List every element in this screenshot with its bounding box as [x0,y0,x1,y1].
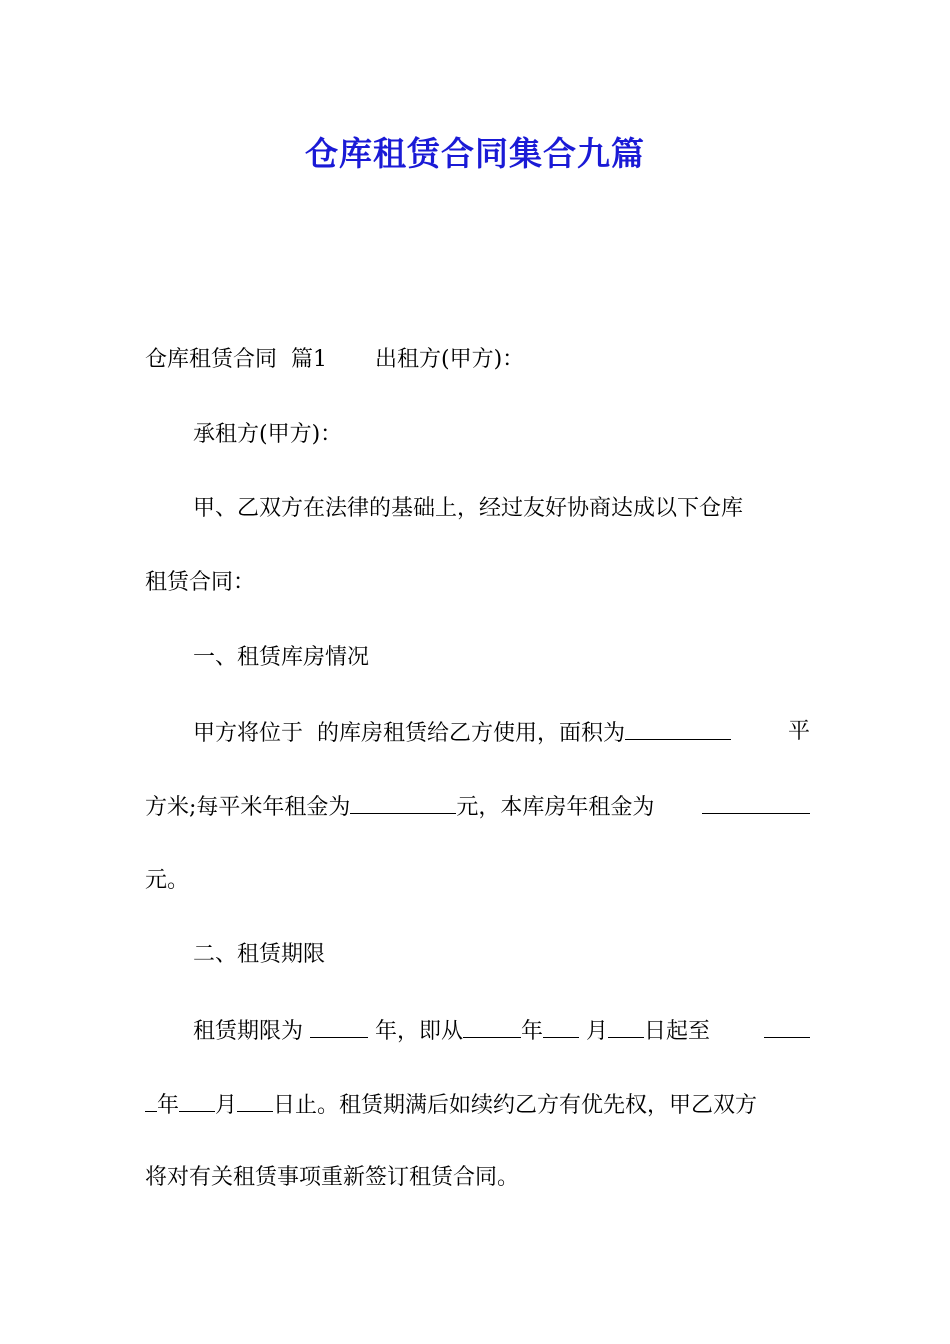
rent-per-sqm-text: 方米;每平米年租金为 [145,795,351,820]
end-year-text: 年 [157,1093,180,1118]
paragraph-intro-line2: 租赁合同： [145,570,256,595]
end-month-text: 月 [215,1093,238,1118]
term-years-blank [310,1015,368,1038]
lessor-label: 出租方(甲方)： [374,347,525,372]
annual-rent-text: 元，本库房年租金为 [456,795,655,820]
paragraph-area-line3: 元。 [145,868,190,893]
start-year-text: 年 [521,1019,544,1044]
start-month-text: 月 [579,1019,609,1044]
section-heading-1: 一、租赁库房情况 [193,645,370,670]
rent-per-sqm-blank [350,791,456,814]
start-day-text: 日起至 [644,1019,711,1044]
term-from-text: 年，即从 [368,1019,463,1044]
end-day-blank [237,1089,273,1112]
area-text: 甲方将位于 的库房租赁给乙方使用，面积为 [193,721,625,746]
paragraph-area-line1 [193,717,810,749]
end-month-blank [179,1089,215,1112]
area-unit-text: 平 [787,719,810,744]
paragraph-area-line2 [145,791,810,823]
end-year-blank-part1 [764,1015,810,1038]
start-month-blank [543,1015,579,1038]
paragraph-intro-line1: 甲、乙双方在法律的基础上，经过友好协商达成以下仓库 [193,496,744,521]
start-day-blank [608,1015,644,1038]
paragraph-term-line2 [145,1089,810,1121]
paragraph-term-line1 [193,1015,810,1047]
section-heading-2: 二、租赁期限 [193,942,326,967]
start-year-blank [463,1015,521,1038]
end-day-text: 日止。租赁期满后如续约乙方有优先权，甲乙双方 [273,1093,758,1118]
term-text: 租赁期限为 [193,1019,310,1044]
annual-rent-blank [702,791,810,814]
document-title: 仓库租赁合同集合九篇 [305,134,645,173]
end-year-blank-part2 [145,1089,157,1112]
contract-number-label: 仓库租赁合同 篇1 [145,347,327,372]
lessee-label: 承租方(甲方)： [193,422,343,447]
contract-heading-line [145,345,810,375]
area-blank [625,717,731,740]
paragraph-term-line3: 将对有关租赁事项重新签订租赁合同。 [145,1165,520,1190]
